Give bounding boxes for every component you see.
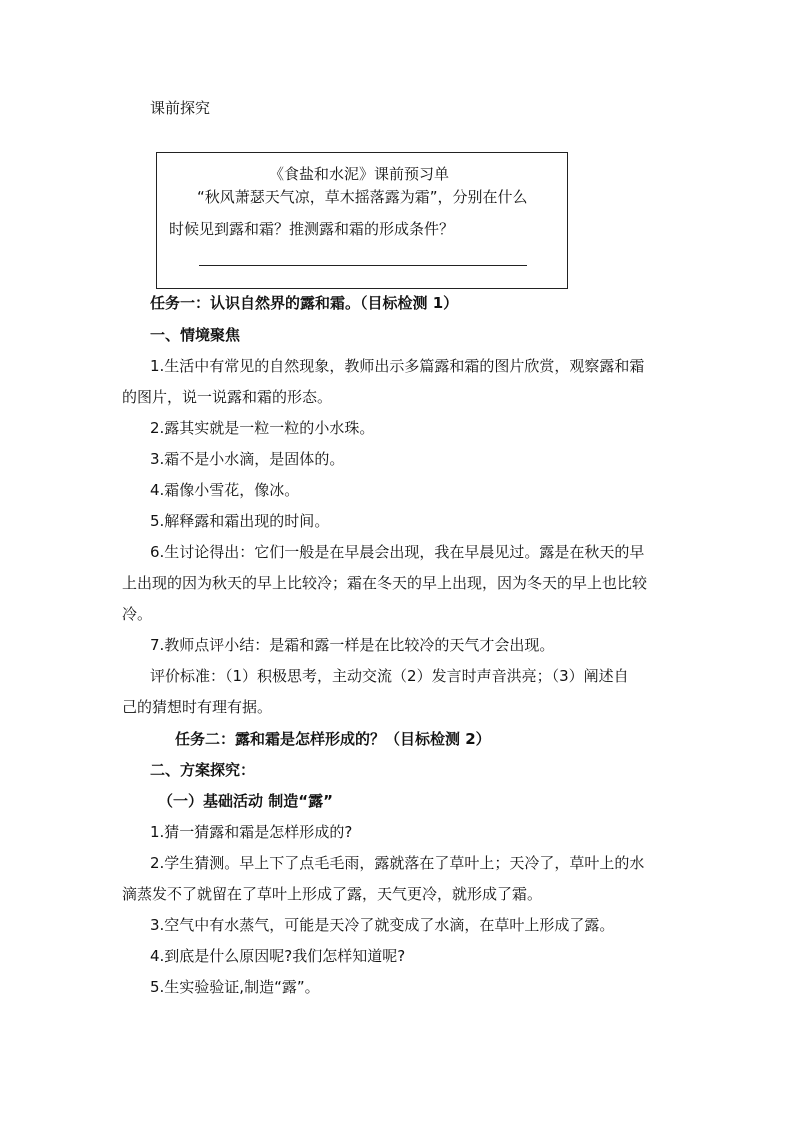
paragraph-line: 5.生实验验证,制造“露”。	[150, 978, 320, 996]
preview-title: 《食盐和水泥》课前预习单	[269, 165, 450, 183]
task2-subsection-heading: （一）基础活动 制造“露”	[158, 792, 333, 810]
paragraph-line: 1.生活中有常见的自然现象，教师出示多篇露和霜的图片欣赏，观察露和霜	[150, 357, 645, 375]
paragraph-line: 6.生讨论得出：它们一般是在早晨会出现，我在早晨见过。露是在秋天的早	[150, 543, 645, 561]
paragraph-line: 的图片，说一说露和霜的形态。	[122, 388, 333, 406]
paragraph-line: 4.到底是什么原因呢?我们怎样知道呢?	[150, 947, 406, 965]
paragraph-line: 2.学生猜测。早上下了点毛毛雨，露就落在了草叶上；天冷了，草叶上的水	[150, 854, 645, 872]
task2-title: 任务二：露和霜是怎样形成的？（目标检测 2）	[175, 730, 491, 748]
header-label: 课前探究	[150, 99, 211, 117]
paragraph-line: 3.空气中有水蒸气，可能是天冷了就变成了水滴，在草叶上形成了露。	[150, 916, 615, 934]
paragraph-line: 上出现的因为秋天的早上比较冷；霜在冬天的早上出现，因为冬天的早上也比较	[122, 574, 648, 592]
paragraph-line: 滴蒸发不了就留在了草叶上形成了露，天气更冷，就形成了霜。	[122, 885, 543, 903]
paragraph-line: 2.露其实就是一粒一粒的小水珠。	[150, 419, 375, 437]
paragraph-line: 7.教师点评小结：是霜和露一样是在比较冷的天气才会出现。	[150, 636, 555, 654]
paragraph-line: 评价标准：（1）积极思考，主动交流（2）发言时声音洪亮；（3）阐述自	[150, 667, 629, 685]
task2-section-heading: 二、方案探究：	[150, 761, 256, 779]
preview-question-line2: 时候见到露和霜？推测露和霜的形成条件？	[169, 220, 455, 238]
paragraph-line: 1.猜一猜露和霜是怎样形成的?	[150, 823, 353, 841]
task1-section-heading: 一、情境聚焦	[150, 326, 241, 344]
paragraph-line: 己的猜想时有理有据。	[122, 698, 273, 716]
paragraph-line: 冷。	[122, 605, 153, 623]
preview-question-line1: “秋风萧瑟天气凉，草木摇落露为霜”，分别在什么	[197, 188, 528, 206]
paragraph-line: 4.霜像小雪花，像冰。	[150, 481, 300, 499]
paragraph-line: 5.解释露和霜出现的时间。	[150, 512, 330, 530]
preview-box	[156, 152, 568, 289]
paragraph-line: 3.霜不是小水滴，是固体的。	[150, 450, 345, 468]
answer-blank-line	[199, 265, 527, 266]
task1-title: 任务一：认识自然界的露和霜。（目标检测 1）	[150, 294, 459, 312]
